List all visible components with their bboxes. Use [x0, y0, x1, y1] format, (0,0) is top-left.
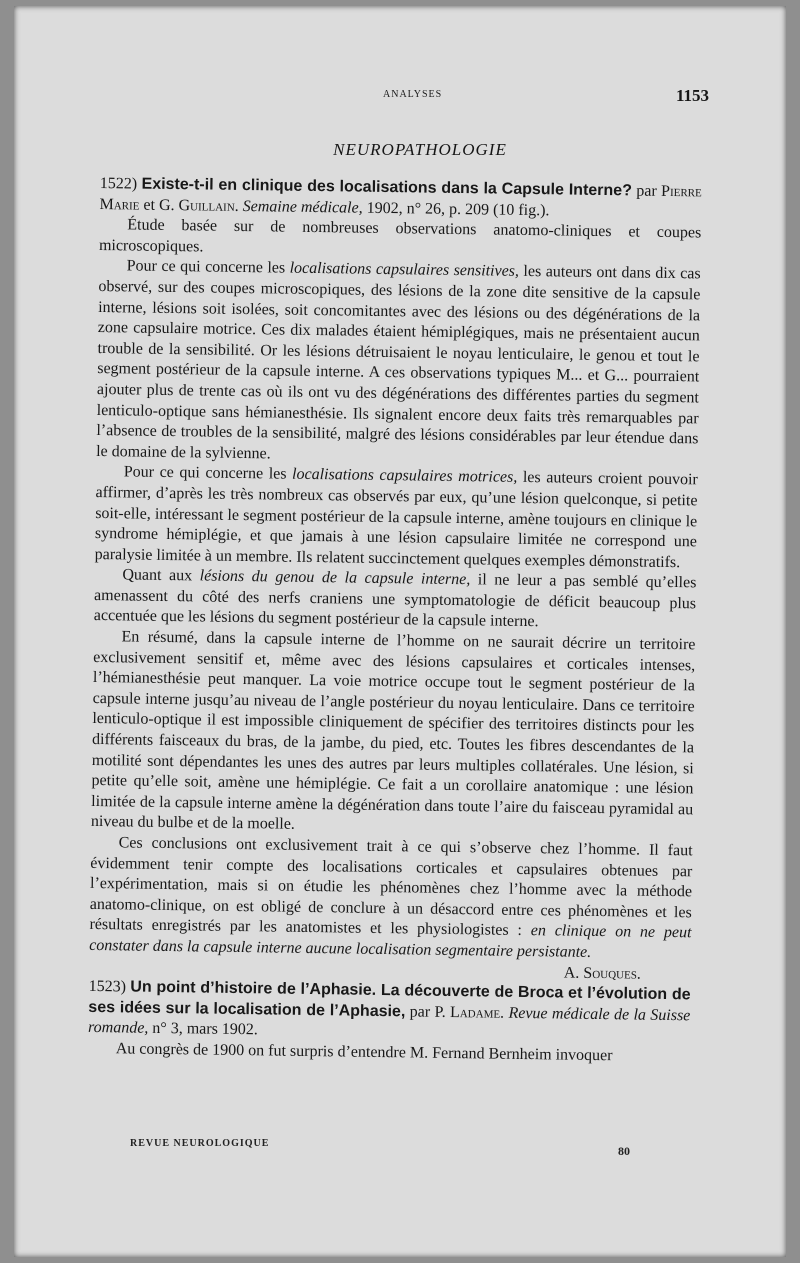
text-run: il ne leur a pas semblé qu’elles amenassent du côté des nerfs craniens une symptomatologie de déficit beaucoup plus accentuée que les lésions du segment postérieur de la capsule interne. — [93, 571, 697, 631]
text-run: les auteurs ont dans dix cas observé, sur des coupes microscopiques, des lésions de la zone dite sensitive de la capsule interne, lésions soit isolées, soit concomitantes avec des lésions ou des dégénérations de la zone capsulaire motrice. Ces dix malades étaient hémiplégiques, mais ne présentaient aucun trouble de la sensibilité. Or les lésions détruisaient le noyau lenticulaire, le genou et tout le segment postérieur de la capsule interne. A ces observations typiques M... et G... pourraient ajouter plus de trente cas où ils ont vu des dégénérations des différentes parties du segment lenticulo-optique sans hémianesthésie. Ils signalent encore deux faits très remarquables par l’absence de troubles de la sensibilité, malgré des lésions considérables par leur étendue dans le domaine de la sylvienne. — [96, 263, 701, 463]
author-name: P. Ladame. — [434, 1003, 505, 1022]
text-run: les auteurs croient pouvoir affirmer, d’après les très nombreux cas observés par eux, qu’une lésion quelconque, si petite soit-elle, intéressant le segment postérieur de la capsule interne, amène toujours en clinique le syndrome hémiplégie, et que jamais à une lésion capsulaire limitée ne correspond une paralysie limitée à un membre. Ils relatent succinctement quelques exemples démonstratifs. — [94, 469, 698, 571]
author-name: G. Guillain. — [158, 196, 239, 215]
emphasis-text: lésions du genou de la capsule interne, — [199, 567, 471, 589]
entry-number: 1522) — [99, 174, 138, 193]
page-footer — [130, 1138, 650, 1178]
footer-journal: REVUE NEUROLOGIQUE — [130, 1138, 270, 1149]
citation-ref: 1902, n° 26, p. 209 (10 fig.). — [366, 199, 550, 219]
article-body — [88, 174, 702, 1068]
and-word: et — [143, 196, 156, 214]
text-run: Ces conclusions ont exclusivement trait à ce qui s’observe chez l’homme. Il faut évidemment tenir compte des localisations corticales et capsulaires obtenues par l’expérimentation, mais si on étudie les phénomènes chez l’homme avec la méthode anatomo-clinique, on est obligé de conclure à un désaccord entre ces phénomènes et les résultats enregistrés par les anatomistes et les physiologistes : — [89, 834, 693, 940]
by-word: par — [636, 182, 657, 200]
text-run: Pour ce qui concerne les — [126, 257, 286, 277]
paragraph: En résumé, dans la capsule interne de l’homme on ne saurait décrire un territoire exclusivement sensitif et, même avec des lésions capsulaires et corticales intenses, l’hémianesthésie peut manquer. La voie motrice occupe tout le segment postérieur de la capsule interne jusqu’au niveau de l’angle postérieur du noyau lenticulaire. Dans ce territoire lenticulo-optique il est impossible cliniquement de spécifier des territoires distincts pour les différents faisceaux du bras, de la jambe, du pied, etc. Toutes les fibres descendantes de la motilité sont dépendantes les unes des autres par leurs multiples collatérales. Une lésion, si petite qu’elle soit, amène une hémiplégie. Ce fait a un corollaire anatomique : une lésion limitée de la capsule interne amène la dégénération dans toute l’aire du faisceau pyramidal au niveau du bulbe et de la moelle. — [90, 628, 696, 834]
section-title: NEUROPATHOLOGIE — [333, 140, 507, 159]
emphasis-text: localisations capsulaires sensitives, — [289, 260, 520, 281]
citation-ref: n° 3, mars 1902. — [152, 1020, 258, 1039]
paragraph — [96, 256, 701, 470]
paragraph — [94, 565, 697, 635]
paragraph — [89, 833, 693, 965]
page-number: 1153 — [676, 86, 710, 105]
entry-title: Existe-t-il en clinique des localisations dans la Capsule Interne? — [141, 175, 633, 200]
paragraph: Au congrès de 1900 on fut surpris d’entendre M. Fernand Bernheim invoquer — [115, 1040, 613, 1065]
paragraph — [95, 462, 698, 573]
running-head: ANALYSES — [383, 89, 443, 100]
sheet-number: 80 — [618, 1144, 630, 1158]
journal-name: Revue médicale de la Suisse romande, — [87, 1004, 691, 1038]
signature: A. Souques. — [563, 964, 642, 983]
paragraph: Étude basée sur de nombreuses observations anatomo-cliniques et coupes microscopiques. — [98, 216, 702, 256]
entry-number: 1523) — [88, 978, 127, 996]
page-header — [0, 84, 800, 108]
text-run: Quant aux — [122, 566, 193, 585]
emphasis-text: en clinique on ne peut constater dans la capsule interne aucune localisation segmentaire persistante. — [89, 922, 692, 961]
author-name: Pierre Marie — [99, 182, 702, 214]
entry-title: Un point d’histoire de l’Aphasie. La découverte de Broca et l’évolution de ses idées sur la localisation de l’Aphasie, — [88, 978, 691, 1021]
entry-heading — [88, 977, 691, 1047]
by-word: par — [409, 1003, 431, 1021]
emphasis-text: localisations capsulaires motrices, — [292, 466, 518, 487]
text-run: Pour ce qui concerne les — [123, 463, 287, 483]
journal-name: Semaine médicale, — [242, 197, 363, 217]
